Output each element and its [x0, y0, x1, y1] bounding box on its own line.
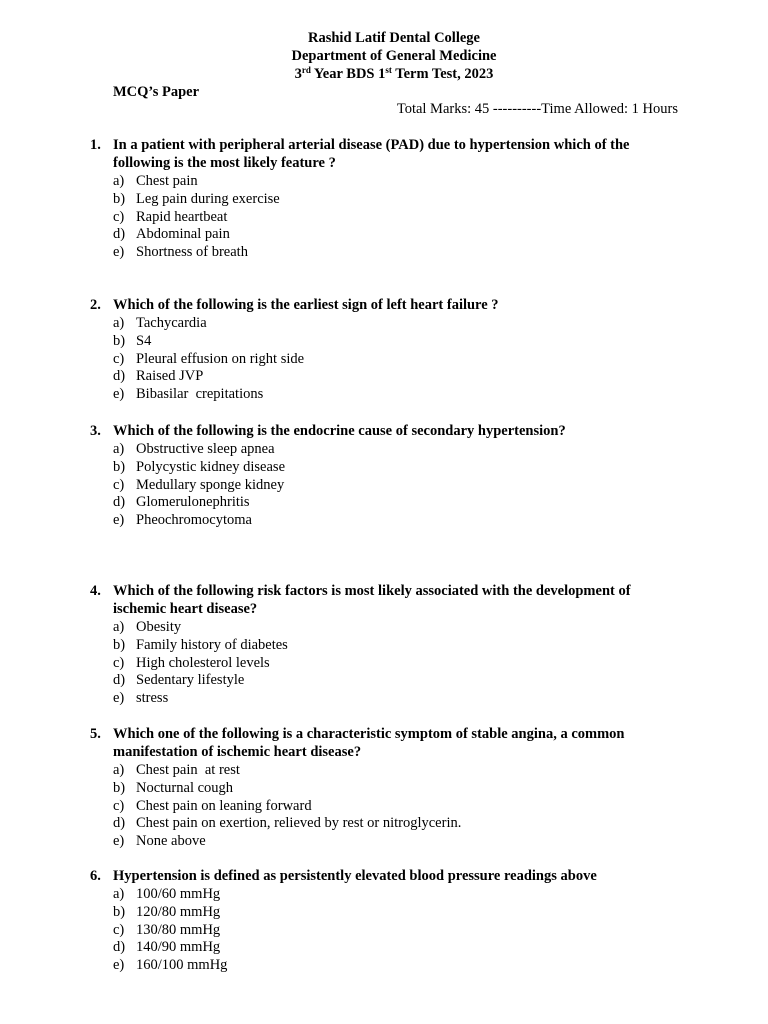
question-number: 1.	[90, 137, 101, 153]
option-list	[90, 172, 670, 261]
option-list	[90, 885, 670, 974]
option-a: a) Obesity	[113, 619, 182, 635]
option-e: e) None above	[113, 833, 206, 850]
option-e: e) stress	[113, 690, 169, 707]
marks-time-line: Total Marks: 45 ----------Time Allowed: 1 Hours	[396, 101, 678, 117]
test-end: Term Test, 2023	[391, 66, 494, 82]
option-d: d) Sedentary lifestyle	[113, 672, 245, 689]
option-b: b) 120/80 mmHg	[113, 903, 221, 920]
option-d: d) 140/90 mmHg	[113, 939, 221, 956]
test-year-num: 3	[294, 66, 302, 82]
option-d: d) Glomerulonephritis	[113, 494, 250, 511]
test-term-sup: st	[385, 65, 392, 75]
option-a: a) Chest pain at rest	[113, 762, 240, 778]
option-list	[90, 618, 670, 707]
question-number: 6.	[90, 868, 101, 884]
document-header	[0, 29, 768, 83]
option-c: c) 130/80 mmHg	[113, 921, 221, 938]
option-d: d) Chest pain on exertion, relieved by rest or nitroglycerin.	[113, 815, 462, 832]
option-d: d) Raised JVP	[113, 368, 204, 385]
test-title	[0, 65, 768, 83]
college-name: Rashid Latif Dental College	[308, 30, 480, 46]
question-text: Hypertension is defined as persistently elevated blood pressure readings above	[113, 868, 597, 884]
question-2	[90, 296, 670, 403]
question-text: Which of the following is the endocrine cause of secondary hypertension?	[113, 423, 566, 439]
question-text: Which one of the following is a characteristic symptom of stable angina, a common manifestation of ischemic heart disease?	[113, 726, 625, 760]
option-list	[90, 440, 670, 529]
question-4	[90, 582, 670, 707]
option-c: c) Pleural effusion on right side	[113, 350, 305, 367]
option-c: c) Rapid heartbeat	[113, 208, 228, 225]
question-text: Which of the following risk factors is most likely associated with the development of ischemic heart disease?	[113, 583, 631, 617]
test-mid: Year BDS 1	[310, 66, 386, 82]
option-e: e) Bibasilar crepitations	[113, 386, 264, 403]
question-5	[90, 725, 670, 850]
question-3	[90, 422, 670, 529]
option-b: b) S4	[113, 332, 152, 349]
option-a: a) Tachycardia	[113, 315, 207, 331]
option-b: b) Family history of diabetes	[113, 636, 288, 653]
option-c: c) Medullary sponge kidney	[113, 476, 285, 493]
option-e: e) Shortness of breath	[113, 244, 248, 261]
question-6	[90, 867, 670, 974]
question-number: 4.	[90, 583, 101, 599]
question-number: 2.	[90, 297, 101, 313]
option-b: b) Leg pain during exercise	[113, 190, 280, 207]
option-a: a) 100/60 mmHg	[113, 886, 221, 902]
option-list	[90, 314, 670, 403]
paper-label: MCQ’s Paper	[113, 84, 200, 100]
option-b: b) Polycystic kidney disease	[113, 458, 286, 475]
question-number: 5.	[90, 726, 101, 742]
option-a: a) Chest pain	[113, 173, 198, 189]
option-c: c) High cholesterol levels	[113, 654, 270, 671]
option-e: e) 160/100 mmHg	[113, 957, 228, 974]
option-c: c) Chest pain on leaning forward	[113, 797, 312, 814]
question-1	[90, 136, 670, 261]
option-list	[90, 761, 670, 850]
question-number: 3.	[90, 423, 101, 439]
question-text: Which of the following is the earliest sign of left heart failure ?	[113, 297, 499, 313]
question-text: In a patient with peripheral arterial disease (PAD) due to hypertension which of the following is the most likely feature ?	[113, 137, 630, 171]
option-e: e) Pheochromocytoma	[113, 512, 252, 529]
option-b: b) Nocturnal cough	[113, 779, 234, 796]
option-d: d) Abdominal pain	[113, 226, 230, 243]
test-year-sup: rd	[301, 65, 311, 75]
option-a: a) Obstructive sleep apnea	[113, 441, 275, 457]
department-name: Department of General Medicine	[291, 48, 497, 64]
